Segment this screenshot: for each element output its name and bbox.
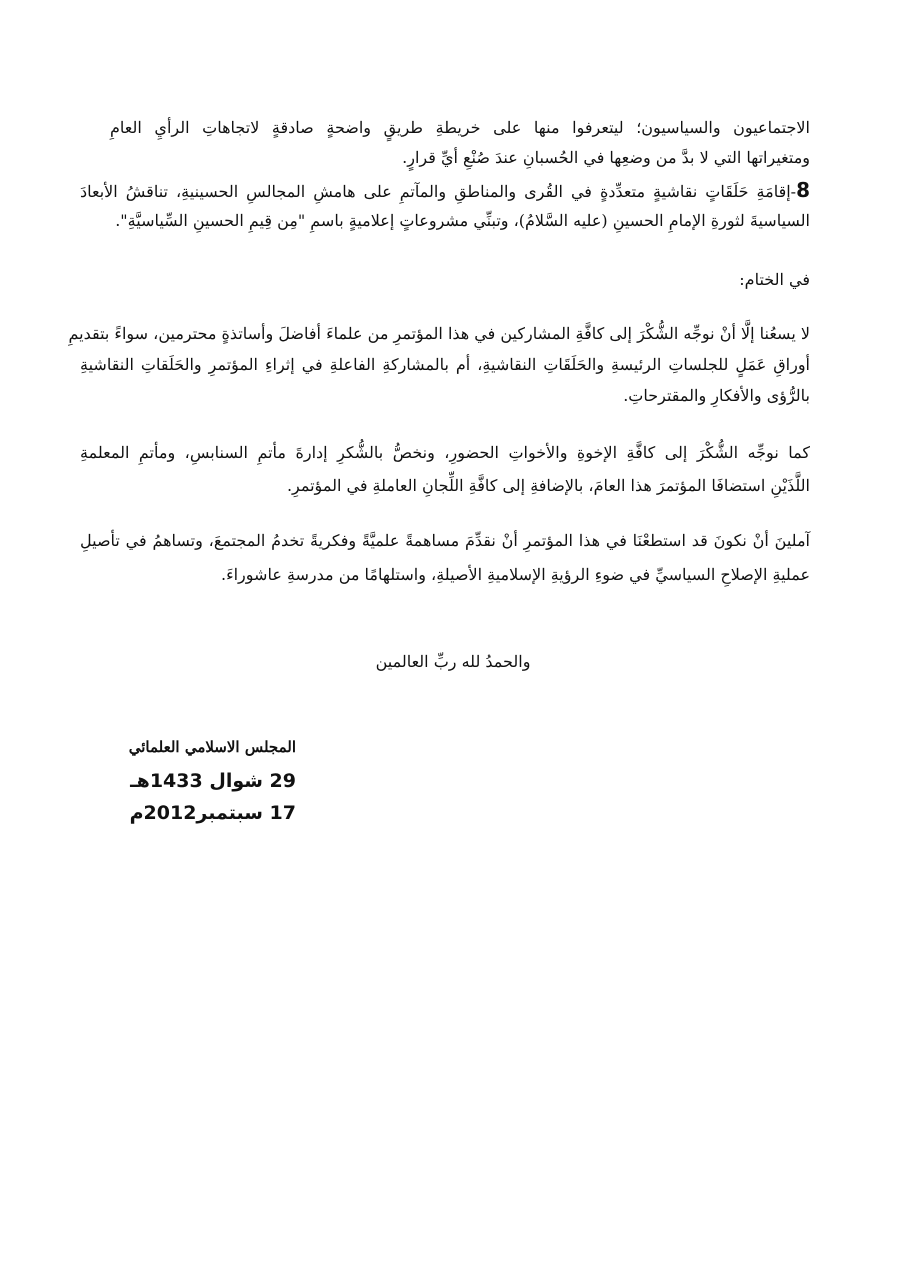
hope-line-2: عمليةِ الإصلاحِ السياسيِّ في ضوءِ الرؤيةِ الإسلاميةِ الأصيلةِ، واستلهامًا من مدرسةِ عاشوراءَ. [220,565,810,584]
closing-heading: في الختام: [739,270,810,289]
item-8-text: -إقامَةِ حَلَقَاتٍ نقاشيةٍ متعدِّدةٍ في القُرى والمناطقِ والمآتمِ على هامشِ المجالسِ الحسينيةِ، تناقشُ الأبعادَ [80,182,797,201]
closing-praise: والحمدُ لله ربِّ العالمين [375,652,531,671]
signature-hijri-date: 29 شوال 1433هـ [130,770,296,792]
thanks2-line-1: كما نوجِّه الشُّكْرَ إلى كافَّةِ الإخوةِ والأخواتِ الحضورِ، ونخصُّ بالشُّكرِ إدارةَ مأتمِ السنابسِ، ومأتمِ المعلمةِ [80,443,811,462]
thanks-line-1: لا يسعُنا إلَّا أنْ نوجِّه الشُّكْرَ إلى كافَّةِ المشاركين في هذا المؤتمرِ من علماءَ أفاضلَ وأساتذةٍ محترمين، سواءً بتقديمِ [68,324,810,343]
signature-gregorian-date: 17 سبتمبر2012م [129,802,296,824]
intro-line-1: الاجتماعيون والسياسيون؛ ليتعرفوا منها على خريطةِ طريقٍ واضحةٍ صادقةٍ لاتجاهاتِ الرأيِ العامِ [110,118,810,137]
thanks-line-2: أوراقِ عَمَلٍ للجلساتِ الرئيسةِ والحَلَقَاتِ النقاشيةِ، أم بالمشاركةِ الفاعلةِ في إثراءِ المؤتمرِ والحَلَقاتِ النقاشيةِ [80,355,810,374]
item-8-line-2: السياسيةَ لثورةِ الإمامِ الحسينِ (عليه السَّلامُ)، وتبنِّي مشروعاتٍ إعلاميةٍ باسمِ "مِن قِيمِ الحسينِ السِّياسيَّةِ". [115,211,810,230]
signature-organization: المجلس الاسلامي العلمائي [128,738,296,756]
hope-line-1: آملينَ أنْ نكونَ قد استطعْنَا في هذا المؤتمرِ أنْ نقدِّمَ مساهمةً علميَّةً وفكريةً تخدمُ المجتمعَ، وتساهمُ في تأصيلِ [80,531,810,550]
thanks-line-3: بالرُّؤى والأفكارِ والمقترحاتِ. [623,386,810,405]
item-8-line-1 [80,178,810,204]
intro-line-2: ومتغيراتها التي لا بدَّ من وضعِها في الحُسبانِ عندَ صُنْعِ أيِّ قرارٍ. [402,148,810,167]
thanks2-line-2: اللَّذَيْنِ استضافَا المؤتمرَ هذا العامَ، بالإضافةِ إلى كافَّةِ اللِّجانِ العاملةِ في المؤتمرِ. [286,476,810,495]
item-8-number: 8 [796,178,810,202]
